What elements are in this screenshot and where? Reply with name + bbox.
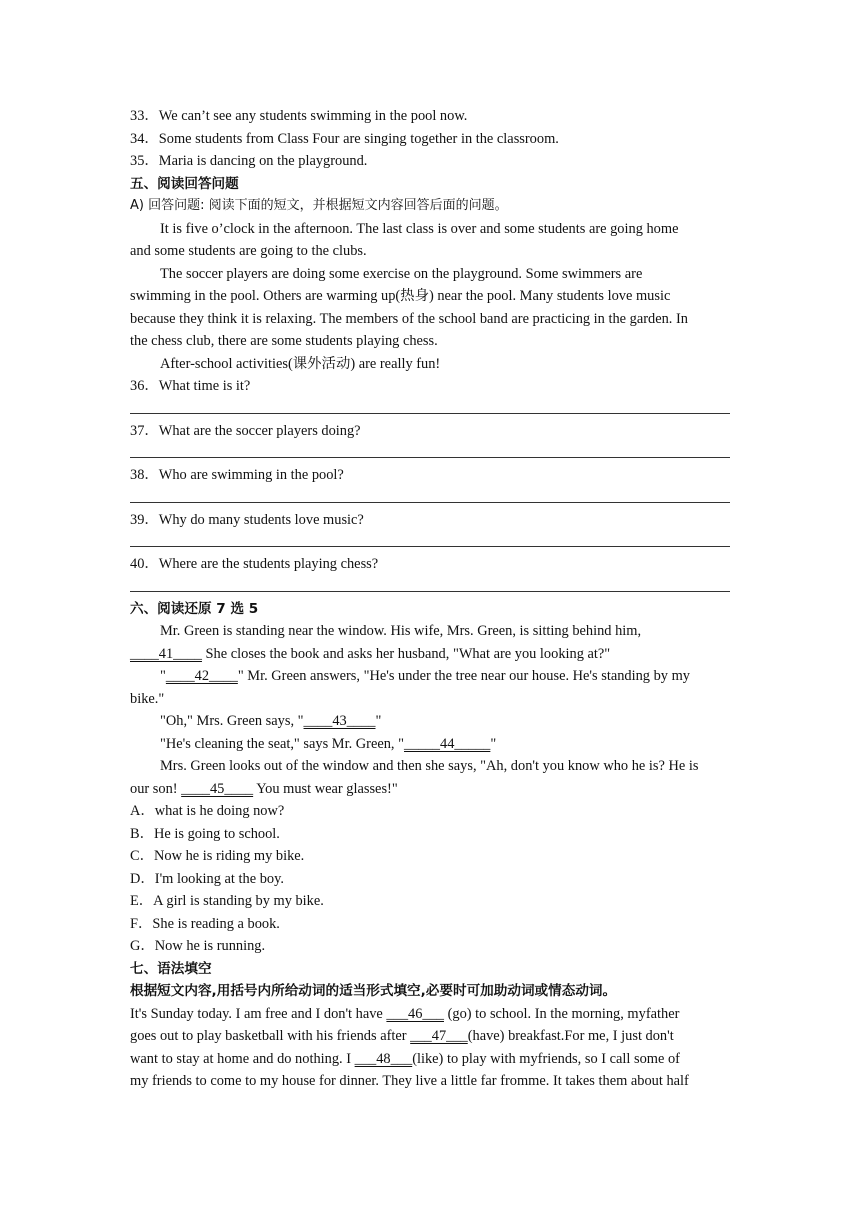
blank-42[interactable]: ____42____	[165, 668, 238, 684]
section-6-heading: 六、阅读还原 7 选 5	[130, 600, 259, 617]
passage-line: swimming in the pool. Others are warming up(热身) near the pool. Many students love music	[130, 288, 671, 304]
passage-text: our son!	[130, 780, 182, 797]
passage-text: It's Sunday today. I am free and I don't have	[130, 1005, 387, 1022]
answer-line-37[interactable]	[130, 457, 730, 458]
passage-line: The soccer players are doing some exercise on the playground. Some swimmers are	[160, 265, 643, 282]
passage-line: and some students are going to the clubs.	[130, 243, 367, 259]
option-f: F．She is reading a book.	[130, 915, 280, 932]
section-7-heading: 七、语法填空	[130, 960, 212, 977]
passage-text: want to stay at home and do nothing. I	[130, 1050, 355, 1067]
page-content	[130, 105, 730, 1093]
blank-43[interactable]: ____43____	[303, 713, 376, 729]
question-38: 38．Who are swimming in the pool?	[130, 467, 344, 483]
passage-text: She closes the book and asks her husband, "What are you looking at?"	[201, 645, 611, 662]
blank-44[interactable]: _____44_____	[404, 735, 491, 752]
passage-line	[130, 733, 730, 756]
passage-line: It is five o’clock in the afternoon. The last class is over and some students are going home	[160, 220, 679, 237]
option-c: C．Now he is riding my bike.	[130, 848, 305, 864]
question-37: 37．What are the soccer players doing?	[130, 422, 361, 439]
answer-line-38[interactable]	[130, 502, 730, 503]
passage-text: "	[375, 713, 382, 729]
passage-text: goes out to play basketball with his friends after	[130, 1028, 411, 1044]
passage-line: bike."	[130, 690, 165, 707]
passage-line: Mrs. Green looks out of the window and then she says, "Ah, don't you know who he is? He is	[160, 758, 699, 774]
passage-line	[130, 778, 730, 801]
statement-35: 35．Maria is dancing on the playground.	[130, 153, 368, 169]
passage-text: "	[490, 735, 497, 752]
passage-text: "Oh," Mrs. Green says, "	[160, 713, 304, 729]
passage-line	[130, 1003, 730, 1026]
section-5-heading: 五、阅读回答问题	[130, 175, 239, 192]
passage-text: " Mr. Green answers, "He's under the tree near our house. He's standing by my	[237, 668, 690, 684]
passage-text: (go) to school. In the morning, myfather	[443, 1005, 680, 1022]
passage-line: the chess club, there are some students playing chess.	[130, 333, 438, 349]
blank-41[interactable]: ____41____	[130, 645, 202, 662]
passage-line: After-school activities(课外活动) are really fun!	[160, 355, 441, 372]
passage-text: (like) to play with myfriends, so I call some of	[412, 1050, 680, 1067]
blank-46[interactable]: ___46___	[386, 1005, 444, 1022]
question-39: 39．Why do many students love music?	[130, 511, 364, 528]
passage-text: (have) breakfast.For me, I just don't	[467, 1028, 674, 1044]
option-g: G．Now he is running.	[130, 938, 266, 954]
passage-text: "He's cleaning the seat," says Mr. Green, "	[160, 735, 405, 752]
option-d: D．I'm looking at the boy.	[130, 870, 284, 887]
answer-line-40[interactable]	[130, 591, 730, 592]
answer-line-36[interactable]	[130, 413, 730, 414]
passage-line	[130, 1025, 730, 1048]
blank-45[interactable]: ____45____	[181, 780, 254, 797]
section-7-instruction: 根据短文内容,用括号内所给动词的适当形式填空,必要时可加助动词或情态动词。	[130, 983, 617, 999]
blank-48[interactable]: ___48___	[354, 1050, 413, 1067]
statement-34: 34．Some students from Class Four are singing together in the classroom.	[130, 130, 559, 147]
section-5-instruction: A) 回答问题: 阅读下面的短文，并根据短文内容回答后面的问题。	[130, 198, 508, 213]
passage-line: Mr. Green is standing near the window. His wife, Mrs. Green, is sitting behind him,	[160, 623, 642, 639]
section-5-passage	[130, 218, 730, 376]
passage-line: because they think it is relaxing. The members of the school band are practicing in the garden. In	[130, 310, 688, 327]
passage-line	[130, 710, 730, 733]
blank-47[interactable]: ___47___	[410, 1028, 468, 1044]
answer-line-39[interactable]	[130, 546, 730, 547]
passage-text: You must wear glasses!"	[253, 780, 398, 797]
passage-line: my friends to come to my house for dinner. They live a little far fromme. It takes them about half	[130, 1073, 689, 1089]
passage-line	[130, 1048, 730, 1071]
passage-line	[130, 643, 730, 666]
question-40: 40．Where are the students playing chess?	[130, 556, 379, 572]
option-a: A．what is he doing now?	[130, 803, 285, 819]
statement-33: 33．We can’t see any students swimming in the pool now.	[130, 108, 468, 124]
option-e: E．A girl is standing by my bike.	[130, 893, 324, 909]
passage-line	[130, 665, 730, 688]
option-b: B．He is going to school.	[130, 825, 280, 842]
passage-text: "	[160, 668, 166, 684]
question-36: 36．What time is it?	[130, 378, 251, 394]
